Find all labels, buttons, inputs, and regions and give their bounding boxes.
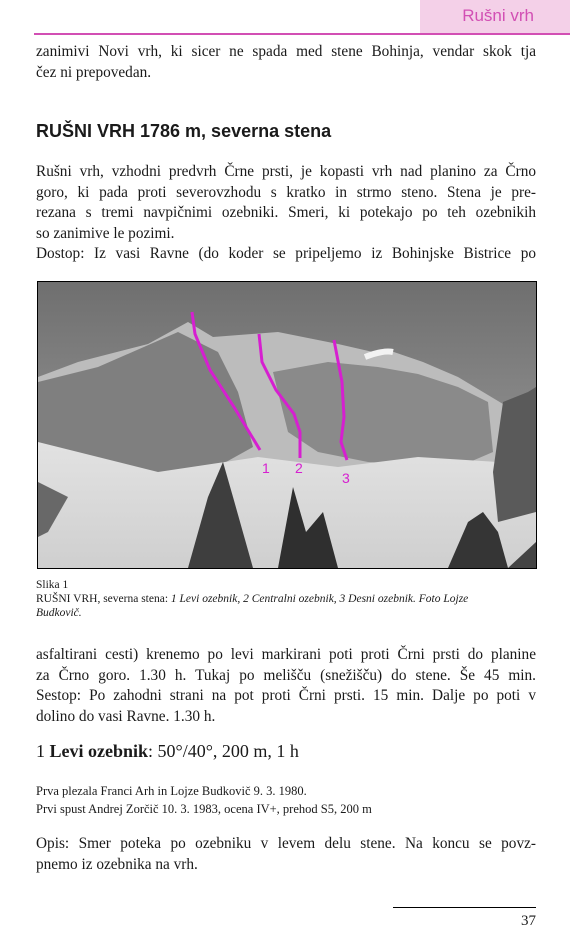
text-line: čez ni prepovedan. — [36, 63, 152, 81]
route-name: Levi ozebnik — [49, 741, 149, 761]
text-line: asfaltirani cesti) krenemo po levi markirani poti proti Črni prsti do planine — [36, 646, 536, 663]
text-line: Sestop: Po zahodni strani na pot proti Črni prsti. 15 min. Dalje po poti v — [36, 687, 536, 704]
text-line: pnemo iz ozebnika na vrh. — [36, 855, 198, 873]
caption-line — [36, 592, 546, 606]
route-details: : 50°/40°, 200 m, 1 h — [148, 741, 299, 761]
opis-paragraph — [36, 834, 536, 875]
description-paragraph — [36, 162, 536, 265]
photo-caption — [36, 578, 546, 620]
text-line: Dostop: Iz vasi Ravne (do koder se pripeljemo iz Bohinjske Bistrice po — [36, 245, 536, 262]
text-line: za Črno goro. 1.30 h. Tukaj po melišču (snežišču) do stene. Še 45 min. — [36, 666, 536, 684]
caption-italic-2: Budkovič. — [36, 607, 82, 619]
section-heading: RUŠNI VRH 1786 m, severna stena — [36, 121, 332, 141]
first-ascent: Prva plezala Franci Arh in Lojze Budkovič 9. 3. 1980. — [36, 784, 307, 798]
route-heading — [36, 741, 299, 762]
intro-paragraph — [36, 42, 536, 83]
first-descent: Prvi spust Andrej Zorčič 10. 3. 1983, ocena IV+, prehod S5, 200 m — [36, 802, 372, 816]
text-line: rezana s tremi navpičnimi ozebniki. Smeri, ki potekajo po teh ozebnikih — [36, 204, 536, 221]
text-line: goro, ki pada proti severovzhodu s kratko in strmo steno. Stena je pre- — [36, 183, 536, 201]
access-paragraph — [36, 645, 536, 727]
running-header: Rušni vrh — [462, 6, 534, 25]
caption-label: Slika 1 — [36, 579, 69, 591]
text-line: Rušni vrh, vzhodni predvrh Črne prsti, je kopasti vrh nad planino za Črno — [36, 163, 536, 180]
caption-italic: 1 Levi ozebnik, 2 Centralni ozebnik, 3 Desni ozebnik. Foto Lojze — [170, 593, 469, 605]
text-line: zanimivi Novi vrh, ki sicer ne spada med stene Bohinja, vendar skok tja — [36, 43, 536, 60]
header-rule — [34, 33, 536, 35]
page-number: 37 — [521, 913, 536, 929]
text-line: dolino do vasi Ravne. 1.30 h. — [36, 707, 216, 725]
mountain-photo — [37, 281, 537, 569]
footer-rule — [393, 907, 536, 908]
caption-prefix: RUŠNI VRH, severna stena: — [36, 593, 171, 605]
text-line: so zanimive le pozimi. — [36, 224, 175, 242]
route-number: 1 — [36, 741, 50, 761]
route-label-1: 1 — [262, 460, 270, 476]
route-label-3: 3 — [342, 470, 350, 486]
text-line: Opis: Smer poteka po ozebniku v levem delu stene. Na koncu se povz- — [36, 835, 536, 852]
route-label-2: 2 — [295, 460, 303, 476]
